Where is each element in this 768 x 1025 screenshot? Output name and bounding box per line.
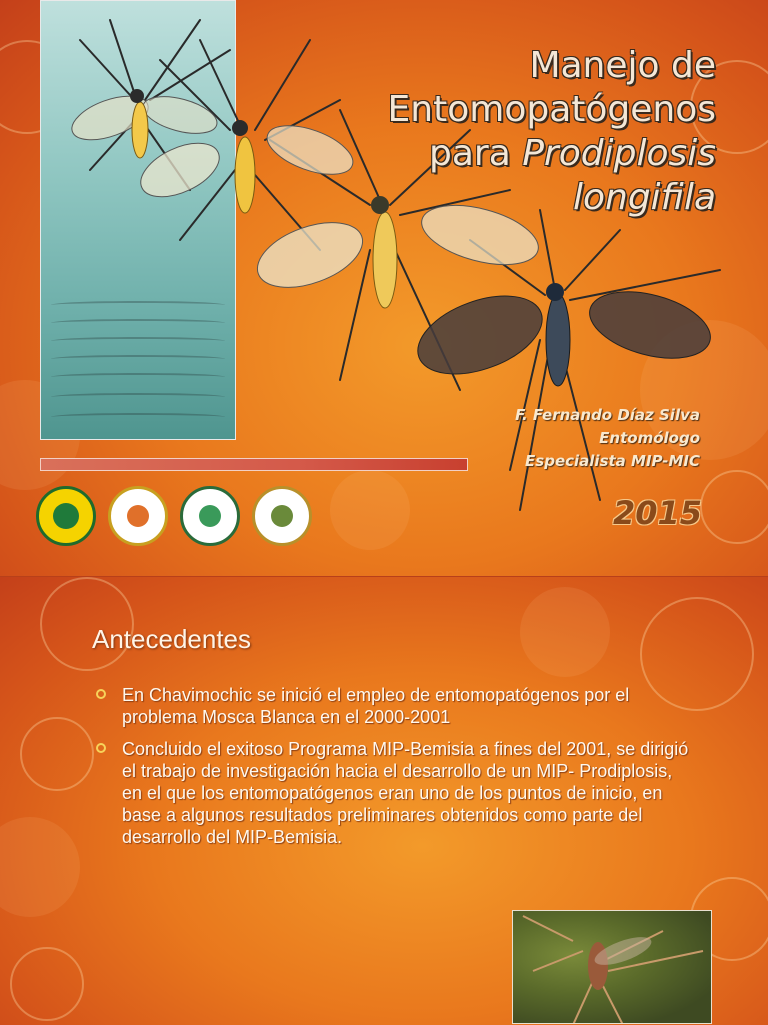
logo-seal [252,486,312,546]
title-line [246,176,716,220]
section-heading: Antecedentes [92,624,252,654]
year-label: 2015 [612,494,702,532]
list-item [92,738,692,848]
slide-title [246,44,716,220]
author-name: F. Fernando Díaz Silva [515,406,700,424]
title-line [246,132,716,176]
bokeh-circle [20,717,94,791]
title-line: Entomopatógenos [387,89,716,130]
bullet-ring-icon [96,689,106,699]
institution-logos [36,486,312,546]
logo-seal [180,486,240,546]
insect-photo [512,910,712,1024]
bokeh-circle [10,947,84,1021]
bokeh-circle [520,587,610,677]
logo-seal [108,486,168,546]
bullet-ring-icon [96,743,106,753]
title-text: para [429,133,523,174]
logo-seal [36,486,96,546]
list-item [92,684,692,728]
species-genus: Prodiplosis [522,133,716,174]
author-specialty: Especialista MIP-MIC [525,452,700,470]
bullet-text: Concluido el exitoso Programa MIP-Bemisia a fines del 2001, se dirigió el trabajo de investigación hacia el desarrollo de un MIP- Prodiplosis, en el que los entomopatógenos eran uno de los puntos de inicio, en base a algunos resultados preliminares obtenidos como parte del desarrollo del MIP-Bemisia. [122,739,689,847]
author-block [370,404,700,473]
bullet-text: En Chavimochic se inició el empleo de entomopatógenos por el problema Mosca Blanca en el 2000-2001 [122,685,630,727]
title-line: Manejo de [529,45,716,86]
bokeh-circle [0,817,80,917]
species-name: longifila [572,177,716,218]
bullet-list [92,684,692,858]
author-role: Entomólogo [599,429,700,447]
